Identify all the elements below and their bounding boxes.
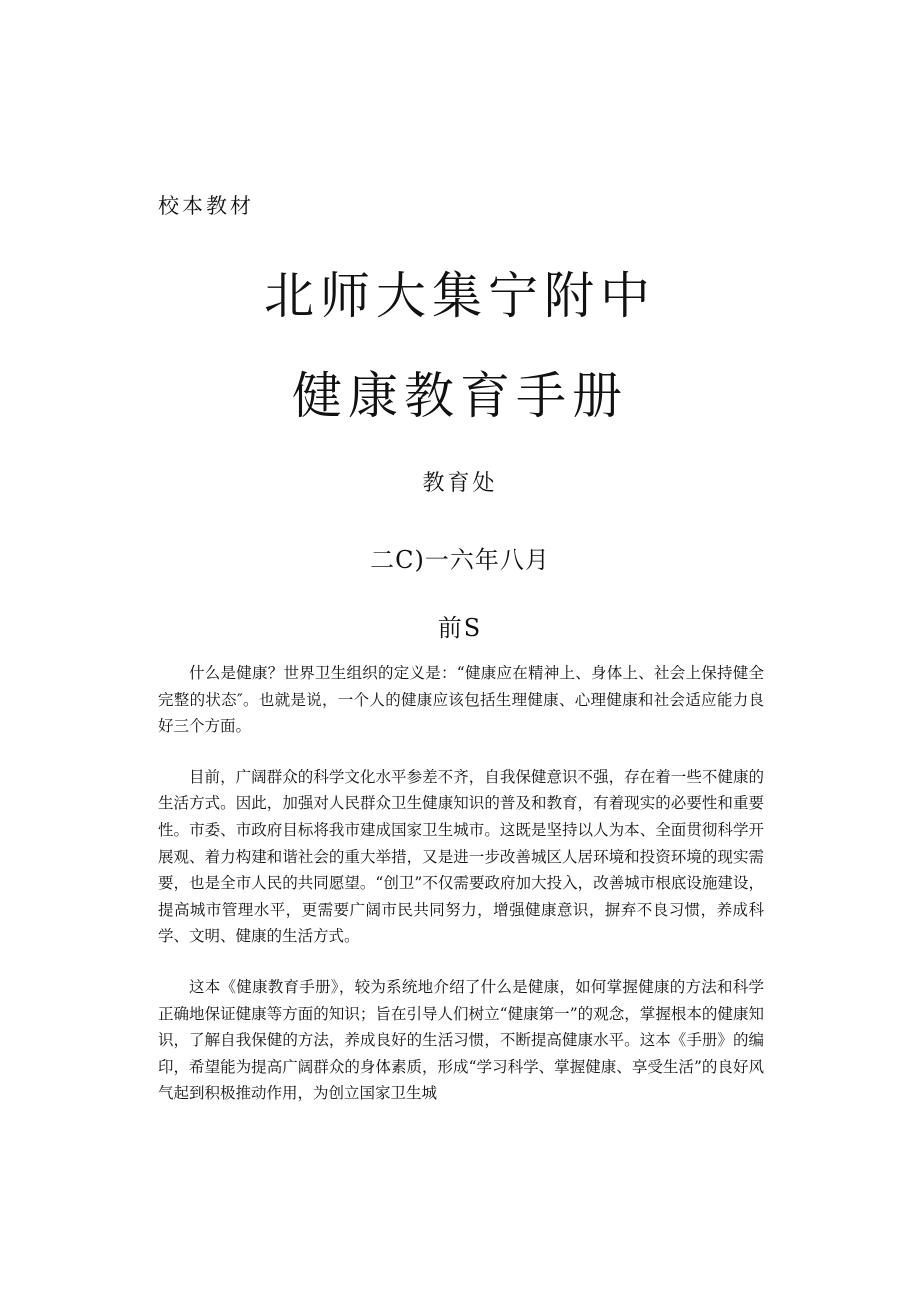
document-title-line2: 健康教育手册	[292, 367, 628, 425]
preface-body	[158, 660, 764, 1131]
publication-date: 二C)一六年八月	[370, 546, 550, 574]
preface-paragraph: 目前，广阔群众的科学文化水平参差不齐，自我保健意识不强，存在着一些不健康的生活方式。因此，加强对人民群众卫生健康知识的普及和教育，有着现实的必要性和重要性。市委、市政府目标将我市建成国家卫生城市。这既是坚持以人为本、全面贯彻科学开展观、着力构建和谐社会的重大举措，又是进一步改善城区人居环境和投资环境的现实需要，也是全市人民的共同愿望。“创卫”不仅需要政府加大投入，改善城市根底设施建设，提高城市管理水平，更需要广阔市民共同努力，增强健康意识，摒弃不良习惯，养成科学、文明、健康的生活方式。	[158, 767, 764, 946]
series-label: 校本教材	[158, 194, 254, 218]
preface-paragraph: 什么是健康？世界卫生组织的定义是：“健康应在精神上、身体上、社会上保持健全完整的状态″。也就是说，一个人的健康应该包括生理健康、心理健康和社会适应能力良好三个方面。	[158, 664, 764, 736]
document-title-line1: 北师大集宁附中	[264, 267, 656, 325]
preface-paragraph: 这本《健康教育手册》，较为系统地介绍了什么是健康，如何掌握健康的方法和科学正确地保证健康等方面的知识；旨在引导人们树立“健康第一”的观念，掌握根本的健康知识，了解自我保健的方法，养成良好的生活习惯，不断提高健康水平。这本《手册》的编印，希望能为提高广阔群众的身体素质，形成“学习科学、掌握健康、享受生活”的良好风气起到积极推动作用，为创立国家卫生城	[158, 977, 764, 1103]
department-label: 教育处	[422, 471, 498, 496]
preface-heading: 前S	[437, 614, 483, 642]
